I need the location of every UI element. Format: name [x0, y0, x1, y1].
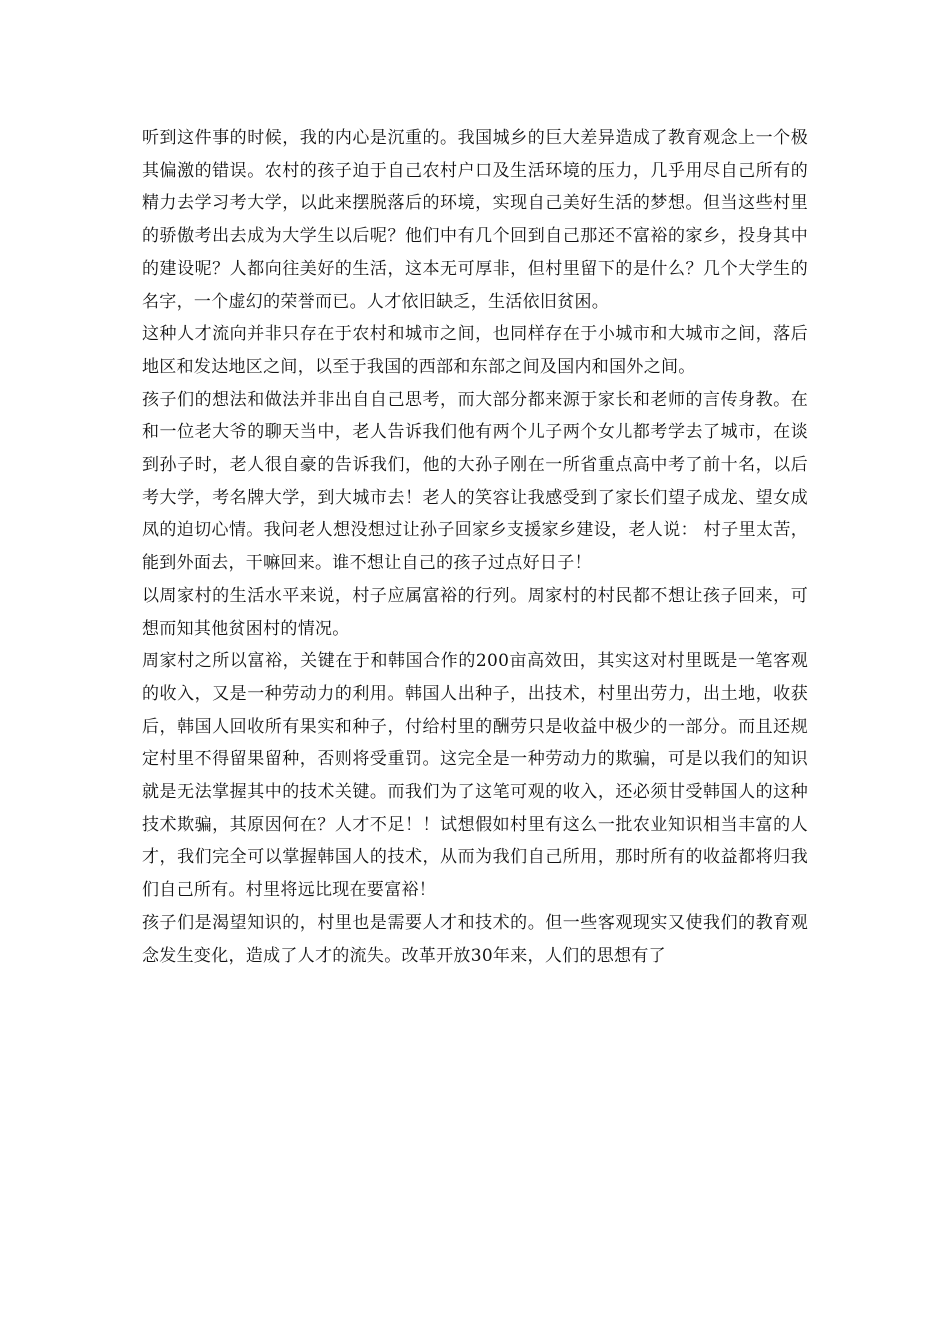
- document-body: [142, 122, 808, 972]
- paragraph-1: 听到这件事的时候，我的内心是沉重的。我国城乡的巨大差异造成了教育观念上一个极其偏激的错误。农村的孩子迫于自己农村户口及生活环境的压力，几乎用尽自己所有的精力去学习考大学，以此来摆脱落后的环境，实现自己美好生活的梦想。但当这些村里的骄傲考出去成为大学生以后呢？他们中有几个回到自己那还不富裕的家乡，投身其中的建设呢？人都向往美好的生活，这本无可厚非，但村里留下的是什么？几个大学生的名字，一个虚幻的荣誉而已。人才依旧缺乏，生活依旧贫困。: [142, 128, 808, 312]
- paragraph-2: 这种人才流向并非只存在于农村和城市之间，也同样存在于小城市和大城市之间，落后地区和发达地区之间，以至于我国的西部和东部之间及国内和国外之间。: [142, 324, 808, 377]
- paragraph-6: 孩子们是渴望知识的，村里也是需要人才和技术的。但一些客观现实又使我们的教育观念发生变化，造成了人才的流失。改革开放30年来，人们的思想有了: [142, 912, 808, 966]
- paragraph-4: 以周家村的生活水平来说，村子应属富裕的行列。周家村的村民都不想让孩子回来，可想而知其他贫困村的情况。: [142, 585, 808, 639]
- paragraph-5: 周家村之所以富裕，关键在于和韩国合作的200亩高效田，其实这对村里既是一笔客观的收入，又是一种劳动力的利用。韩国人出种子，出技术，村里出劳力，出土地，收获后，韩国人回收所有果实和种子，付给村里的酬劳只是收益中极少的一部分。而且还规定村里不得留果留种，否则将受重罚。这完全是一种劳动力的欺骗，可是以我们的知识就是无法掌握其中的技术关键。而我们为了这笔可观的收入，还必须甘受韩国人的这种技术欺骗，其原因何在？人才不足！！试想假如村里有这么一批农业知识相当丰富的人才，我们完全可以掌握韩国人的技术，从而为我们自己所用，那时所有的收益都将归我们自己所有。村里将远比现在要富裕！: [142, 651, 808, 901]
- paragraph-3: 孩子们的想法和做法并非出自自己思考，而大部分都来源于家长和老师的言传身教。在和一位老大爷的聊天当中，老人告诉我们他有两个儿子两个女儿都考学去了城市，在谈到孙子时，老人很自豪的告诉我们，他的大孙子刚在一所省重点高中考了前十名，以后考大学，考名牌大学，到大城市去！老人的笑容让我感受到了家长们望子成龙、望女成凤的迫切心情。我问老人想没想过让孙子回家乡支援家乡建设，老人说： 村子里太苦，能到外面去，干嘛回来。谁不想让自己的孩子过点好日子！: [142, 389, 808, 574]
